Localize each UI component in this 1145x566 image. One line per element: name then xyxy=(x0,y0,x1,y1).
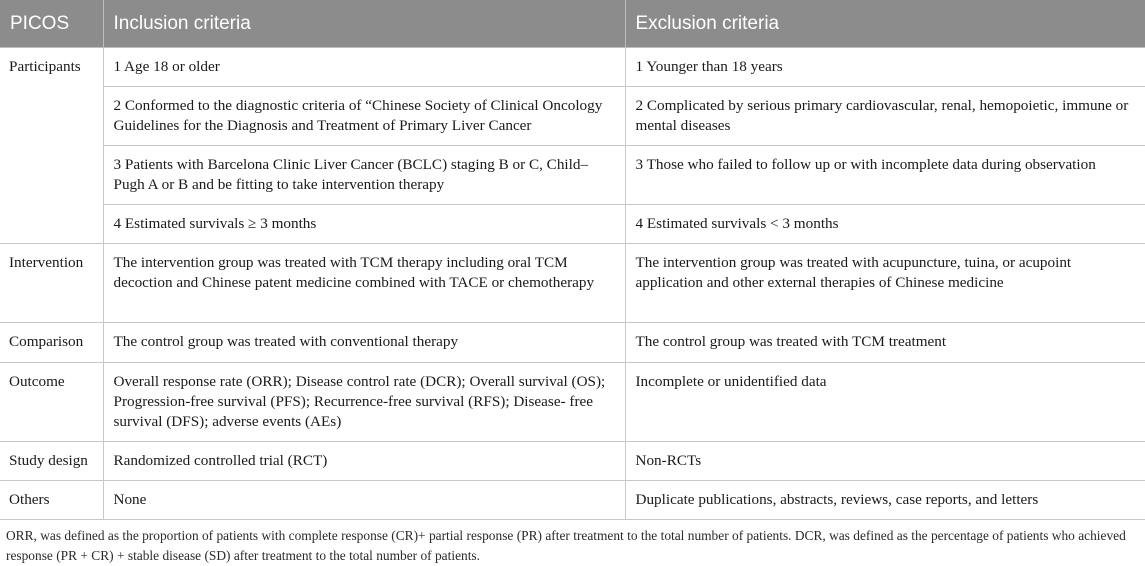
study-design-exclusion: Non-RCTs xyxy=(625,442,1145,481)
intervention-inclusion: The intervention group was treated with TCM therapy including oral TCM decoction and Chinese patent medicine combined with TACE or chemotherapy xyxy=(103,244,625,323)
table-row xyxy=(0,205,1145,244)
table-row xyxy=(0,244,1145,323)
table-row xyxy=(0,146,1145,205)
participants-inclusion-4: 4 Estimated survivals ≥ 3 months xyxy=(103,205,625,244)
comparison-exclusion: The control group was treated with TCM treatment xyxy=(625,323,1145,363)
table-row xyxy=(0,442,1145,481)
table-row xyxy=(0,363,1145,442)
header-picos: PICOS xyxy=(0,0,103,48)
table-body xyxy=(0,48,1145,520)
participants-inclusion-2: 2 Conformed to the diagnostic criteria of “Chinese Society of Clinical Oncology Guidelines for the Diagnosis and Treatment of Primary Liver Cancer xyxy=(103,87,625,146)
table-footnote: ORR, was defined as the proportion of patients with complete response (CR)+ partial response (PR) after treatment to the total number of patients. DCR, was defined as the percentage of patients who achieved response (PR + CR) + stable disease (SD) after treatment to the total number of patients. xyxy=(6,528,1126,563)
intervention-exclusion: The intervention group was treated with acupuncture, tuina, or acupoint application and other external therapies of Chinese medicine xyxy=(625,244,1145,323)
study-design-inclusion: Randomized controlled trial (RCT) xyxy=(103,442,625,481)
row-label-intervention: Intervention xyxy=(0,244,103,323)
header-inclusion: Inclusion criteria xyxy=(103,0,625,48)
row-label-participants: Participants xyxy=(0,48,103,244)
row-label-comparison: Comparison xyxy=(0,323,103,363)
table-row xyxy=(0,87,1145,146)
participants-exclusion-4: 4 Estimated survivals < 3 months xyxy=(625,205,1145,244)
others-exclusion: Duplicate publications, abstracts, reviews, case reports, and letters xyxy=(625,481,1145,520)
table-row xyxy=(0,323,1145,363)
row-label-study-design: Study design xyxy=(0,442,103,481)
table-row xyxy=(0,481,1145,520)
others-inclusion: None xyxy=(103,481,625,520)
participants-exclusion-3: 3 Those who failed to follow up or with incomplete data during observation xyxy=(625,146,1145,205)
row-label-outcome: Outcome xyxy=(0,363,103,442)
header-row xyxy=(0,0,1145,48)
header-exclusion: Exclusion criteria xyxy=(625,0,1145,48)
outcome-exclusion: Incomplete or unidentified data xyxy=(625,363,1145,442)
participants-inclusion-1: 1 Age 18 or older xyxy=(103,48,625,87)
table-header xyxy=(0,0,1145,48)
participants-exclusion-2: 2 Complicated by serious primary cardiovascular, renal, hemopoietic, immune or mental diseases xyxy=(625,87,1145,146)
comparison-inclusion: The control group was treated with conventional therapy xyxy=(103,323,625,363)
row-label-others: Others xyxy=(0,481,103,520)
participants-exclusion-1: 1 Younger than 18 years xyxy=(625,48,1145,87)
table-row xyxy=(0,48,1145,87)
outcome-inclusion: Overall response rate (ORR); Disease control rate (DCR); Overall survival (OS); Progression-free survival (PFS); Recurrence-free survival (RFS); Disease- free survival (DFS); adverse events (AEs) xyxy=(103,363,625,442)
participants-inclusion-3: 3 Patients with Barcelona Clinic Liver Cancer (BCLC) staging B or C, Child–Pugh A or B and be fitting to take intervention therapy xyxy=(103,146,625,205)
